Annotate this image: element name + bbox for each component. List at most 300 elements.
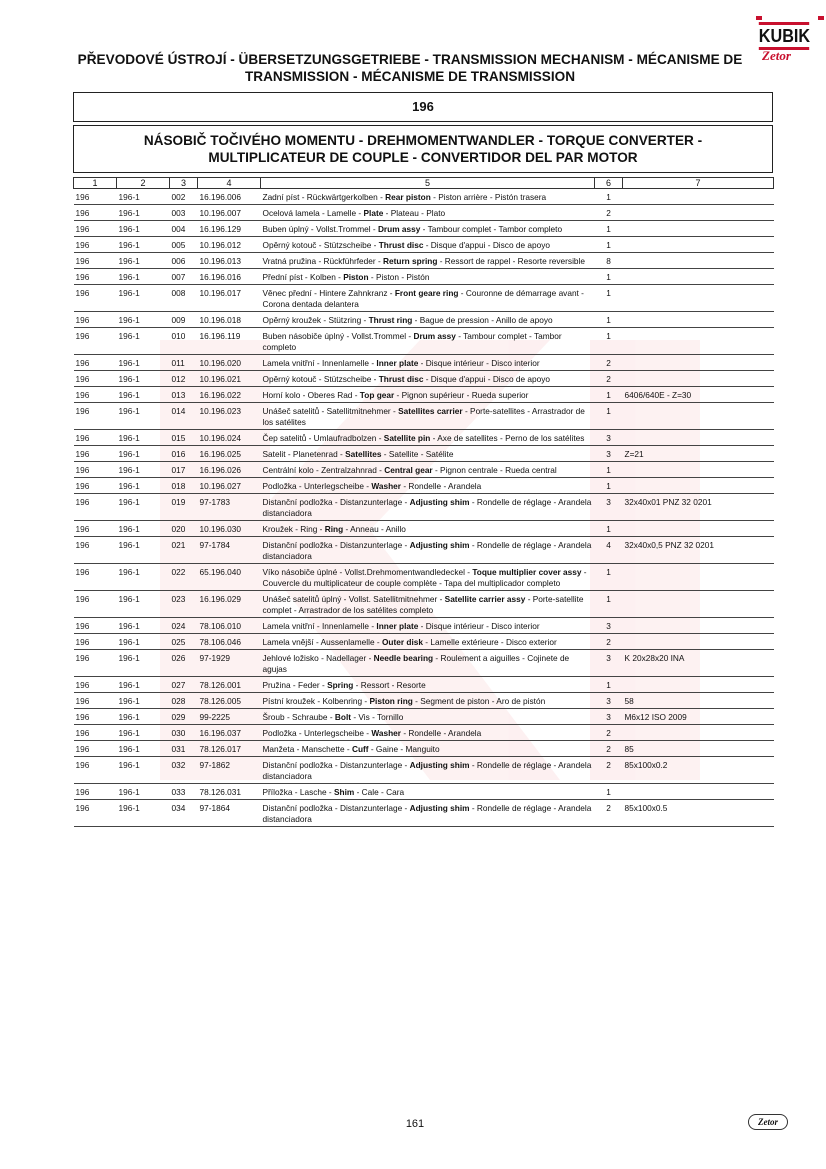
cell-description bbox=[261, 677, 595, 693]
cell-group: 196 bbox=[74, 446, 117, 462]
table-row bbox=[74, 221, 774, 237]
description-english: Adjusting shim bbox=[409, 497, 470, 507]
cell-position: 006 bbox=[170, 253, 198, 269]
description-english: Ring bbox=[324, 524, 344, 534]
cell-figure: 196-1 bbox=[117, 430, 170, 446]
description-text: Podložka - Unterlegscheibe - bbox=[262, 728, 372, 738]
cell-note bbox=[623, 564, 774, 591]
cell-description bbox=[261, 430, 595, 446]
cell-group: 196 bbox=[74, 784, 117, 800]
cell-position: 021 bbox=[170, 537, 198, 564]
cell-position: 004 bbox=[170, 221, 198, 237]
cell-description bbox=[261, 285, 595, 312]
cell-group: 196 bbox=[74, 253, 117, 269]
cell-quantity: 2 bbox=[595, 205, 623, 221]
cell-note bbox=[623, 634, 774, 650]
cell-figure: 196-1 bbox=[117, 328, 170, 355]
kubik-zetor-logo bbox=[752, 8, 814, 68]
cell-group: 196 bbox=[74, 521, 117, 537]
description-english: Inner plate bbox=[376, 621, 419, 631]
logo-kubik-text: KUBIK bbox=[759, 22, 809, 50]
description-english: Satellite pin bbox=[383, 433, 431, 443]
description-english: Thrust disc bbox=[378, 374, 424, 384]
table-row bbox=[74, 741, 774, 757]
description-english: Shim bbox=[333, 787, 355, 797]
cell-part-number: 16.196.016 bbox=[198, 269, 261, 285]
cell-part-number: 16.196.037 bbox=[198, 725, 261, 741]
cell-note: 32x40x0,5 PNZ 32 0201 bbox=[623, 537, 774, 564]
description-text-rest: - Piston - Pistón bbox=[368, 272, 430, 282]
description-text-rest: - Tambour complet - Tambor completo bbox=[420, 224, 563, 234]
description-text-rest: - Porte-satellite complet - Arrastrador de los satélites completo bbox=[262, 594, 584, 615]
cell-part-number: 97-1862 bbox=[198, 757, 261, 784]
cell-description bbox=[261, 478, 595, 494]
description-text: Distanční podložka - Distanzunterlage - bbox=[262, 497, 410, 507]
cell-figure: 196-1 bbox=[117, 521, 170, 537]
table-row bbox=[74, 634, 774, 650]
description-text-rest: - Tambour complet - Tambor completo bbox=[262, 331, 562, 352]
cell-part-number: 16.196.029 bbox=[198, 591, 261, 618]
cell-note: M6x12 ISO 2009 bbox=[623, 709, 774, 725]
cell-figure: 196-1 bbox=[117, 494, 170, 521]
cell-position: 028 bbox=[170, 693, 198, 709]
cell-figure: 196-1 bbox=[117, 312, 170, 328]
cell-part-number: 78.106.046 bbox=[198, 634, 261, 650]
description-text: Věnec přední - Hintere Zahnkranz - bbox=[262, 288, 395, 298]
cell-figure: 196-1 bbox=[117, 537, 170, 564]
cell-quantity: 1 bbox=[595, 312, 623, 328]
cell-figure: 196-1 bbox=[117, 634, 170, 650]
table-row bbox=[74, 462, 774, 478]
description-text-rest: - Disque d'appui - Disco de apoyo bbox=[423, 374, 551, 384]
cell-figure: 196-1 bbox=[117, 387, 170, 403]
page-number: 161 bbox=[405, 1118, 425, 1130]
cell-quantity: 3 bbox=[595, 446, 623, 462]
description-text: Přední píst - Kolben - bbox=[262, 272, 344, 282]
description-text: Příložka - Lasche - bbox=[262, 787, 334, 797]
cell-quantity: 2 bbox=[595, 725, 623, 741]
cell-part-number: 10.196.030 bbox=[198, 521, 261, 537]
cell-quantity: 1 bbox=[595, 328, 623, 355]
description-text: Vratná pružina - Rückführfeder - bbox=[262, 256, 384, 266]
description-text-rest: - Pignon centrale - Rueda central bbox=[432, 465, 557, 475]
cell-note: 58 bbox=[623, 693, 774, 709]
description-english: Thrust ring bbox=[368, 315, 413, 325]
cell-part-number: 78.126.017 bbox=[198, 741, 261, 757]
cell-group: 196 bbox=[74, 269, 117, 285]
section-number-box bbox=[73, 92, 773, 122]
description-text-rest: - Rondelle de réglage - Arandela distanciadora bbox=[262, 497, 592, 518]
cell-part-number: 10.196.021 bbox=[198, 371, 261, 387]
cell-description bbox=[261, 446, 595, 462]
description-english: Adjusting shim bbox=[409, 540, 470, 550]
table-row bbox=[74, 253, 774, 269]
cell-description bbox=[261, 800, 595, 827]
cell-note bbox=[623, 371, 774, 387]
description-text-rest: - Ressort de rappel - Resorte reversible bbox=[437, 256, 585, 266]
description-english: Cuff bbox=[351, 744, 369, 754]
cell-position: 032 bbox=[170, 757, 198, 784]
logo-bar bbox=[756, 16, 824, 20]
cell-description bbox=[261, 634, 595, 650]
table-row bbox=[74, 285, 774, 312]
cell-group: 196 bbox=[74, 355, 117, 371]
cell-note bbox=[623, 269, 774, 285]
cell-group: 196 bbox=[74, 693, 117, 709]
table-row bbox=[74, 328, 774, 355]
cell-part-number: 99-2225 bbox=[198, 709, 261, 725]
cell-quantity: 1 bbox=[595, 478, 623, 494]
col-header-7: 7 bbox=[623, 178, 774, 189]
cell-position: 018 bbox=[170, 478, 198, 494]
cell-part-number: 16.196.026 bbox=[198, 462, 261, 478]
cell-description bbox=[261, 618, 595, 634]
cell-figure: 196-1 bbox=[117, 355, 170, 371]
description-text: Buben násobiče úplný - Vollst.Trommel - bbox=[262, 331, 414, 341]
cell-position: 012 bbox=[170, 371, 198, 387]
cell-position: 017 bbox=[170, 462, 198, 478]
cell-group: 196 bbox=[74, 285, 117, 312]
cell-group: 196 bbox=[74, 591, 117, 618]
table-row bbox=[74, 430, 774, 446]
cell-note bbox=[623, 205, 774, 221]
cell-note bbox=[623, 784, 774, 800]
cell-description bbox=[261, 537, 595, 564]
description-text-rest: - Piston arrière - Pistón trasera bbox=[430, 192, 547, 202]
cell-position: 007 bbox=[170, 269, 198, 285]
cell-position: 026 bbox=[170, 650, 198, 677]
description-english: Adjusting shim bbox=[409, 760, 470, 770]
description-text-rest: - Vis - Tornillo bbox=[351, 712, 404, 722]
cell-note bbox=[623, 521, 774, 537]
table-row bbox=[74, 564, 774, 591]
cell-note: 32x40x01 PNZ 32 0201 bbox=[623, 494, 774, 521]
cell-part-number: 78.106.010 bbox=[198, 618, 261, 634]
cell-note bbox=[623, 189, 774, 205]
description-text: Jehlové ložisko - Nadellager - bbox=[262, 653, 374, 663]
cell-quantity: 1 bbox=[595, 387, 623, 403]
cell-part-number: 97-1864 bbox=[198, 800, 261, 827]
cell-figure: 196-1 bbox=[117, 237, 170, 253]
description-text-rest: - Satellite - Satélite bbox=[381, 449, 454, 459]
description-text-rest: - Disque intérieur - Disco interior bbox=[418, 358, 540, 368]
description-english: Satellites carrier bbox=[398, 406, 463, 416]
parts-table bbox=[73, 177, 774, 827]
cell-description bbox=[261, 355, 595, 371]
description-text: Distanční podložka - Distanzunterlage - bbox=[262, 760, 410, 770]
cell-position: 023 bbox=[170, 591, 198, 618]
cell-note: 85 bbox=[623, 741, 774, 757]
cell-note bbox=[623, 462, 774, 478]
cell-description bbox=[261, 650, 595, 677]
description-text: Víko násobiče úplné - Vollst.Drehmomentwandledeckel - bbox=[262, 567, 473, 577]
cell-note bbox=[623, 355, 774, 371]
section-title-line-1: NÁSOBIČ TOČIVÉHO MOMENTU - DREHMOMENTWANDLER - TORQUE CONVERTER - bbox=[143, 133, 703, 148]
cell-part-number: 10.196.020 bbox=[198, 355, 261, 371]
cell-figure: 196-1 bbox=[117, 446, 170, 462]
table-row bbox=[74, 693, 774, 709]
description-text-rest: - Rondelle - Arandela bbox=[401, 481, 482, 491]
cell-group: 196 bbox=[74, 741, 117, 757]
cell-figure: 196-1 bbox=[117, 784, 170, 800]
description-english: Adjusting shim bbox=[409, 803, 470, 813]
description-english: Piston ring bbox=[369, 696, 413, 706]
cell-part-number: 78.126.001 bbox=[198, 677, 261, 693]
cell-figure: 196-1 bbox=[117, 269, 170, 285]
cell-note: 6406/640E - Z=30 bbox=[623, 387, 774, 403]
col-header-6: 6 bbox=[595, 178, 623, 189]
description-text: Horní kolo - Oberes Rad - bbox=[262, 390, 360, 400]
cell-description bbox=[261, 371, 595, 387]
description-text-rest: - Rondelle de réglage - Arandela distanciadora bbox=[262, 803, 592, 824]
cell-description bbox=[261, 757, 595, 784]
cell-position: 022 bbox=[170, 564, 198, 591]
cell-note bbox=[623, 253, 774, 269]
description-text-rest: - Ressort - Resorte bbox=[353, 680, 426, 690]
description-text-rest: - Porte-satellites - Arrastrador de los satélites bbox=[262, 406, 585, 427]
cell-quantity: 3 bbox=[595, 430, 623, 446]
description-text-rest: - Axe de satellites - Perno de los satélites bbox=[430, 433, 585, 443]
table-row bbox=[74, 371, 774, 387]
table-row bbox=[74, 650, 774, 677]
description-english: Front geare ring bbox=[394, 288, 459, 298]
description-text: Šroub - Schraube - bbox=[262, 712, 335, 722]
description-text: Lamela vnější - Aussenlamelle - bbox=[262, 637, 382, 647]
cell-quantity: 3 bbox=[595, 650, 623, 677]
cell-note bbox=[623, 677, 774, 693]
cell-figure: 196-1 bbox=[117, 725, 170, 741]
cell-position: 008 bbox=[170, 285, 198, 312]
table-row bbox=[74, 478, 774, 494]
cell-quantity: 1 bbox=[595, 237, 623, 253]
cell-description bbox=[261, 741, 595, 757]
description-text-rest: - Disque d'appui - Disco de apoyo bbox=[423, 240, 551, 250]
parts-table-body bbox=[74, 189, 774, 827]
cell-note bbox=[623, 312, 774, 328]
cell-group: 196 bbox=[74, 328, 117, 355]
cell-position: 015 bbox=[170, 430, 198, 446]
description-text-rest: - Couvercle du multiplicateur de couple complète - Tapa del multiplicador completo bbox=[262, 567, 587, 588]
description-text-rest: - Disque intérieur - Disco interior bbox=[418, 621, 540, 631]
cell-part-number: 10.196.012 bbox=[198, 237, 261, 253]
cell-note bbox=[623, 221, 774, 237]
table-row bbox=[74, 237, 774, 253]
cell-part-number: 16.196.022 bbox=[198, 387, 261, 403]
cell-quantity: 1 bbox=[595, 784, 623, 800]
description-english: Drum assy bbox=[413, 331, 456, 341]
table-row bbox=[74, 521, 774, 537]
cell-position: 009 bbox=[170, 312, 198, 328]
cell-group: 196 bbox=[74, 650, 117, 677]
cell-position: 031 bbox=[170, 741, 198, 757]
cell-group: 196 bbox=[74, 709, 117, 725]
cell-description bbox=[261, 494, 595, 521]
cell-part-number: 10.196.007 bbox=[198, 205, 261, 221]
cell-part-number: 10.196.023 bbox=[198, 403, 261, 430]
table-row bbox=[74, 537, 774, 564]
cell-position: 030 bbox=[170, 725, 198, 741]
description-text: Distanční podložka - Distanzunterlage - bbox=[262, 803, 410, 813]
description-english: Drum assy bbox=[377, 224, 421, 234]
cell-description bbox=[261, 328, 595, 355]
description-english: Return spring bbox=[383, 256, 438, 266]
table-row bbox=[74, 269, 774, 285]
cell-group: 196 bbox=[74, 189, 117, 205]
cell-description bbox=[261, 253, 595, 269]
description-text-rest: - Segment de piston - Aro de pistón bbox=[412, 696, 546, 706]
description-text: Podložka - Unterlegscheibe - bbox=[262, 481, 372, 491]
cell-position: 020 bbox=[170, 521, 198, 537]
description-text-rest: - Anneau - Anillo bbox=[343, 524, 406, 534]
cell-note bbox=[623, 403, 774, 430]
cell-position: 005 bbox=[170, 237, 198, 253]
table-row bbox=[74, 725, 774, 741]
cell-figure: 196-1 bbox=[117, 800, 170, 827]
cell-part-number: 78.126.031 bbox=[198, 784, 261, 800]
cell-group: 196 bbox=[74, 494, 117, 521]
cell-quantity: 2 bbox=[595, 371, 623, 387]
cell-group: 196 bbox=[74, 537, 117, 564]
cell-position: 016 bbox=[170, 446, 198, 462]
cell-quantity: 2 bbox=[595, 741, 623, 757]
cell-figure: 196-1 bbox=[117, 650, 170, 677]
description-text-rest: - Rondelle de réglage - Arandela distanciadora bbox=[262, 760, 592, 781]
cell-figure: 196-1 bbox=[117, 757, 170, 784]
description-text: Zadní píst - Rückwärtgerkolben - bbox=[262, 192, 386, 202]
cell-group: 196 bbox=[74, 387, 117, 403]
cell-note bbox=[623, 237, 774, 253]
cell-figure: 196-1 bbox=[117, 253, 170, 269]
description-text: Distanční podložka - Distanzunterlage - bbox=[262, 540, 410, 550]
cell-position: 033 bbox=[170, 784, 198, 800]
col-header-5: 5 bbox=[261, 178, 595, 189]
col-header-2: 2 bbox=[117, 178, 170, 189]
description-text-rest: - Cale - Cara bbox=[354, 787, 405, 797]
col-header-3: 3 bbox=[170, 178, 198, 189]
cell-figure: 196-1 bbox=[117, 709, 170, 725]
description-text-rest: - Pignon supérieur - Rueda superior bbox=[394, 390, 529, 400]
cell-part-number: 10.196.024 bbox=[198, 430, 261, 446]
cell-part-number: 78.126.005 bbox=[198, 693, 261, 709]
description-english: Central gear bbox=[384, 465, 433, 475]
cell-note bbox=[623, 328, 774, 355]
description-text: Pístní kroužek - Kolbenring - bbox=[262, 696, 370, 706]
table-row bbox=[74, 387, 774, 403]
description-english: Satellites bbox=[345, 449, 382, 459]
cell-quantity: 8 bbox=[595, 253, 623, 269]
cell-quantity: 4 bbox=[595, 537, 623, 564]
cell-figure: 196-1 bbox=[117, 591, 170, 618]
cell-description bbox=[261, 403, 595, 430]
cell-quantity: 2 bbox=[595, 634, 623, 650]
cell-part-number: 10.196.013 bbox=[198, 253, 261, 269]
cell-group: 196 bbox=[74, 618, 117, 634]
cell-quantity: 1 bbox=[595, 269, 623, 285]
cell-figure: 196-1 bbox=[117, 462, 170, 478]
cell-note bbox=[623, 478, 774, 494]
description-text: Manžeta - Manschette - bbox=[262, 744, 352, 754]
description-text: Opěrný kotouč - Stützscheibe - bbox=[262, 374, 379, 384]
cell-part-number: 16.196.006 bbox=[198, 189, 261, 205]
description-text: Opěrný kroužek - Stützring - bbox=[262, 315, 369, 325]
cell-quantity: 1 bbox=[595, 521, 623, 537]
cell-quantity: 2 bbox=[595, 355, 623, 371]
cell-description bbox=[261, 312, 595, 328]
cell-group: 196 bbox=[74, 564, 117, 591]
cell-quantity: 1 bbox=[595, 564, 623, 591]
description-text: Unášeč satelitů - Satellitmitnehmer - bbox=[262, 406, 399, 416]
table-row bbox=[74, 591, 774, 618]
cell-group: 196 bbox=[74, 677, 117, 693]
cell-note bbox=[623, 725, 774, 741]
section-title-line-2: MULTIPLICATEUR DE COUPLE - CONVERTIDOR DEL PAR MOTOR bbox=[208, 150, 638, 165]
col-header-4: 4 bbox=[198, 178, 261, 189]
table-row bbox=[74, 677, 774, 693]
cell-part-number: 16.196.129 bbox=[198, 221, 261, 237]
description-english: Toque multiplier cover assy bbox=[472, 567, 582, 577]
cell-figure: 196-1 bbox=[117, 478, 170, 494]
cell-note: Z=21 bbox=[623, 446, 774, 462]
table-row bbox=[74, 757, 774, 784]
cell-quantity: 3 bbox=[595, 709, 623, 725]
cell-figure: 196-1 bbox=[117, 618, 170, 634]
cell-position: 027 bbox=[170, 677, 198, 693]
cell-quantity: 3 bbox=[595, 494, 623, 521]
description-english: Satellite carrier assy bbox=[444, 594, 526, 604]
cell-group: 196 bbox=[74, 237, 117, 253]
cell-part-number: 16.196.025 bbox=[198, 446, 261, 462]
cell-figure: 196-1 bbox=[117, 285, 170, 312]
cell-description bbox=[261, 564, 595, 591]
logo-zetor-text: Zetor bbox=[762, 48, 791, 63]
cell-group: 196 bbox=[74, 757, 117, 784]
cell-group: 196 bbox=[74, 478, 117, 494]
cell-description bbox=[261, 462, 595, 478]
cell-figure: 196-1 bbox=[117, 221, 170, 237]
cell-position: 013 bbox=[170, 387, 198, 403]
cell-position: 002 bbox=[170, 189, 198, 205]
cell-part-number: 97-1784 bbox=[198, 537, 261, 564]
table-row bbox=[74, 205, 774, 221]
table-row bbox=[74, 189, 774, 205]
cell-note bbox=[623, 591, 774, 618]
description-english: Rear piston bbox=[385, 192, 431, 202]
description-text: Ocelová lamela - Lamelle - bbox=[262, 208, 364, 218]
cell-description bbox=[261, 237, 595, 253]
cell-quantity: 2 bbox=[595, 757, 623, 784]
cell-description bbox=[261, 591, 595, 618]
table-row bbox=[74, 403, 774, 430]
cell-description bbox=[261, 693, 595, 709]
description-english: Needle bearing bbox=[373, 653, 434, 663]
cell-note: 85x100x0.5 bbox=[623, 800, 774, 827]
cell-group: 196 bbox=[74, 403, 117, 430]
cell-quantity: 3 bbox=[595, 618, 623, 634]
description-text: Lamela vnitřní - Innenlamelle - bbox=[262, 621, 377, 631]
description-english: Top gear bbox=[359, 390, 395, 400]
cell-description bbox=[261, 205, 595, 221]
header-line-1: PŘEVODOVÉ ÚSTROJÍ - ÜBERSETZUNGSGETRIEBE - TRANSMISSION MECHANISM - MÉCANISME DE bbox=[77, 52, 743, 67]
description-text: Pružina - Feder - bbox=[262, 680, 328, 690]
cell-figure: 196-1 bbox=[117, 205, 170, 221]
cell-figure: 196-1 bbox=[117, 403, 170, 430]
description-text-rest: - Couronne de démarrage avant - Corona dentada delantera bbox=[262, 288, 584, 309]
cell-description bbox=[261, 709, 595, 725]
cell-part-number: 10.196.018 bbox=[198, 312, 261, 328]
table-row bbox=[74, 446, 774, 462]
cell-figure: 196-1 bbox=[117, 564, 170, 591]
cell-description bbox=[261, 784, 595, 800]
